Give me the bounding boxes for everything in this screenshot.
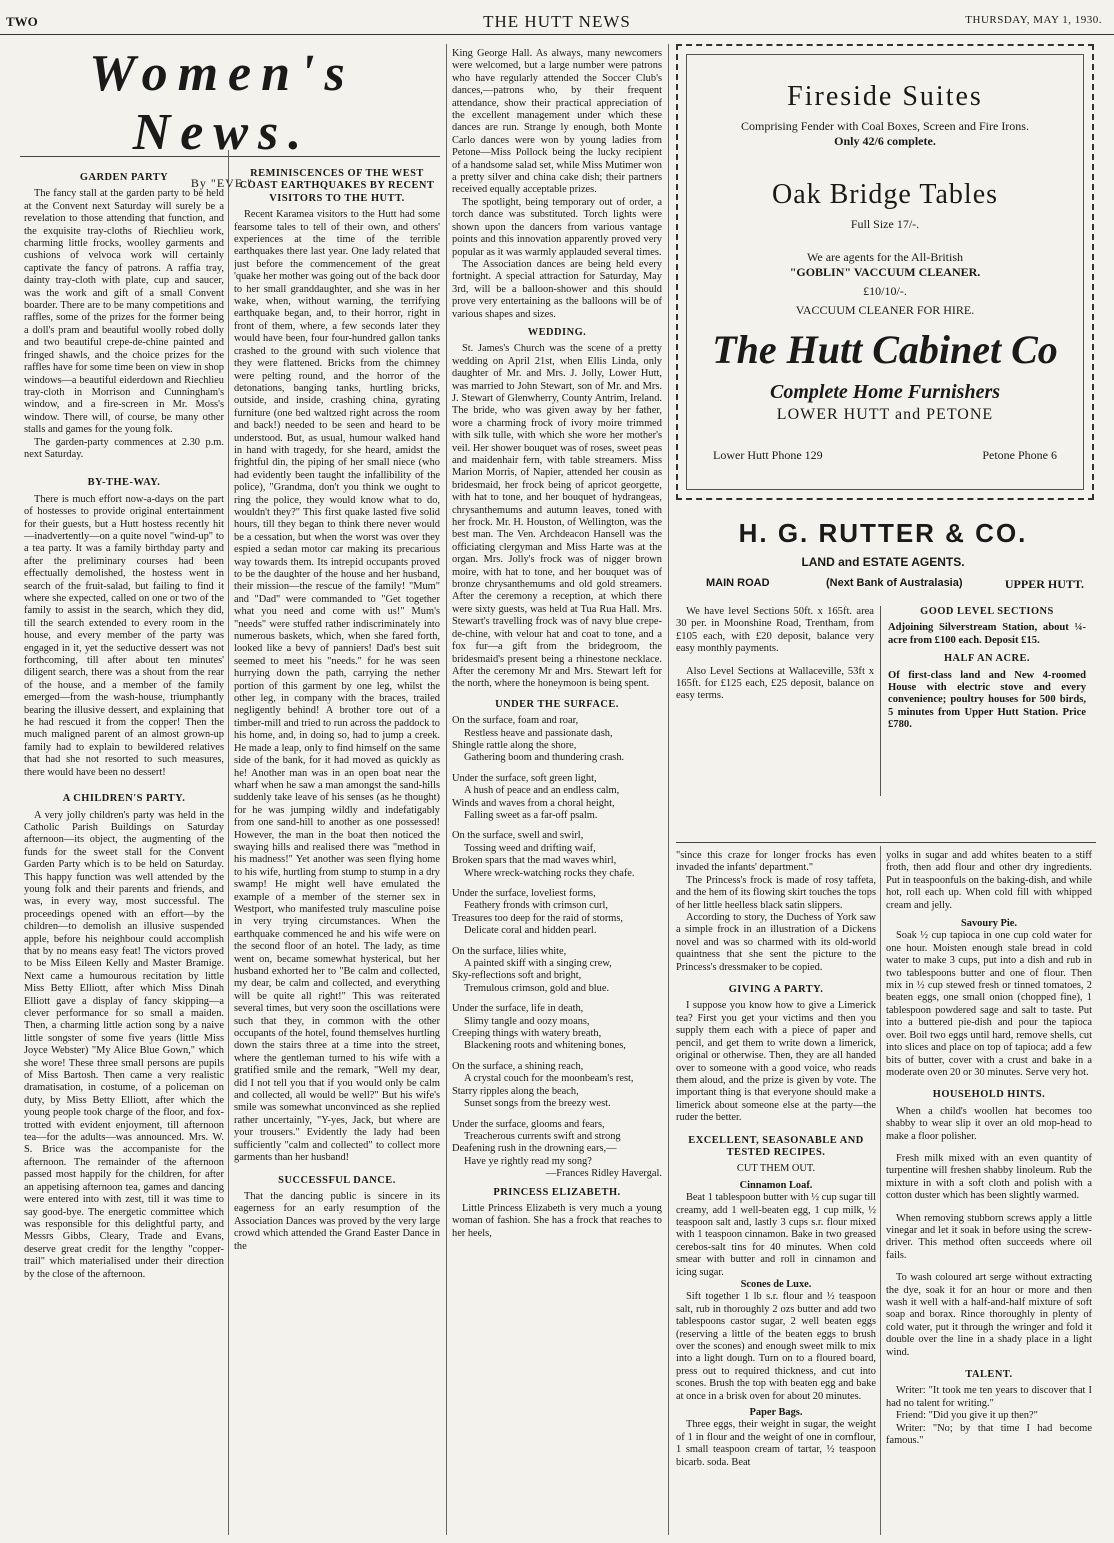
poem-line: Tossing weed and drifting waif,	[464, 842, 596, 854]
poem-line: Have ye rightly read my song?	[464, 1155, 592, 1167]
poem-line: Where wreck-watching rocks they chafe.	[464, 867, 635, 879]
poem-line: Restless heave and passionate dash,	[464, 727, 613, 739]
article-text: The fancy stall at the garden party to be held at the Convent next Saturday will surely be a revelation to those attending that function, and the exquisite tray-cloths of Riechlieu work, charming little frocks, woolley garments and cushions of velvoca work will certainly captivate the fancy of patrons. A raffia tray, dainty tray-cloth with plate, cup and saucer, was the work and gift of a small Convent boarder. There are to be many competitions and raffles, some of the prizes for the former being a doll's pram and beautiful woolly robed dolly and two beautiful crepe-de-chine painted and fringed shawls, and the choice prizes for the raffles have for some time been on view in shop windows—a beautiful eiderdown and Riechlieu tray-cloth in Morrison and Cunningham's window, and a fire-screen in Mr. Moss's window. There will, of course, be many other stalls and games for the young folk.	[24, 188, 224, 436]
ad-text: We are agents for the All-British	[807, 250, 963, 264]
poem-line: A hush of peace and an endless calm,	[464, 785, 620, 797]
article-heading: PRINCESS ELIZABETH.	[493, 1186, 621, 1198]
article-heading: WEDDING.	[527, 326, 587, 338]
ad-phone: Petone Phone 6	[982, 448, 1057, 462]
ad-address-town: UPPER HUTT.	[1004, 577, 1084, 591]
article-text: I suppose you know how to give a Limerick tea? First you get your victims and then you supply them each with a piece of paper and pencil, and get them to write down a limerick, original or otherwise. Then, they are all handed over to someone with a good voice, who reads them aloud, and the prize is given by vote. The important thing is that everyone should make a limerick about someone else at the party—the ruder the better.	[676, 1000, 876, 1124]
ad-price: Full Size 17/-.	[850, 217, 920, 231]
article-heading: A CHILDREN'S PARTY.	[62, 793, 186, 805]
ad-locations: LOWER HUTT and PETONE	[776, 406, 994, 423]
ad-text: "GOBLIN" VACCUUM CLEANER.	[789, 265, 981, 279]
article-text: The Association dances are being held every fortnight. A special attraction for Saturday, May 3rd, will be a balloon-shower and this should prove very entertaining as the balloons will be of various shapes and sizes.	[452, 258, 662, 320]
cabinet-advert	[676, 44, 1094, 500]
article-text: There is much effort now-a-days on the part of hostesses to provide original entertainment for their guests, but a Hutt hostess recently hit—inadvertently—on a quite novel "wind-up" to a tea party. It was a family birthday party and after the preliminary courses had been effectually demolished, the hostess went in search of the fruit-salad, but failing to find it where she expected, called on one or two of the family to assist in the search, which they did, till the search extended to every room in the house, and every member of the party was engaged in it, yet the seductive dessert was not forthcoming, till after about ten minutes' diligent search, there was a shout from the rear of the house, and a member of the family emerged—from the wash-house, triumphantly bearing the illusive dessert, and explaining that he had rescued it from the copper! Then the much maligned parent of an almost grown-up family had to explain to bewildered relatives that had she not resorted to such measures, there would have been no dessert!	[24, 493, 224, 778]
article-subheading: CUT THEM OUT.	[736, 1163, 816, 1175]
hint-text: Fresh milk mixed with an even quantity of turpentine will freshen shabby linoleum. Rub the mixture in with a soft cloth and polish with a cotton duster which has been slightly warmed.	[886, 1152, 1092, 1202]
column-rule	[228, 150, 229, 1535]
poem-line: Under the surface, loveliest forms,	[452, 888, 596, 899]
ad-text: Of first-class land and New 4-roomed House with electric stove and every convenience; poultry houses for 500 birds, 5 minutes from Upper Hutt Station. Price £780.	[888, 669, 1086, 731]
ad-headline: Fireside Suites	[787, 81, 983, 112]
newspaper-title: THE HUTT NEWS	[483, 12, 631, 31]
recipe-title: Cinnamon Loaf.	[739, 1179, 813, 1191]
column-6	[886, 850, 1092, 1538]
article-text: Recent Karamea visitors to the Hutt had some fearsome tales to tell of their own, and others' experiences at the time of the terrible earthquakes there last year. One lady related that just before the commencement of the great 'quake her mother was going out of the back door to her small granddaughter, and she was in her wake, when, without warning, the terrifying earthquake began, and, to their horror, right in front of them, where, a few seconds later they would have been, four four-hundred gallon tanks crashed to the ground with such violence that they were flattened. Bricks from the chimney were pelting round, and the horror of the detonations, banging tanks, hurtling bricks, outside, and inside, crashing china, gyrating furniture (one bed waltzed right across the room and back!) needed to be seen and heard to be understood. But, as usual, humour walked hand in hand with tragedy, for she heard, amidst the frightful din, the piping of her small niece (who had evidently been taught the infallibility of the police), "Grandma, don't you think we ought to ring the police, they would know what to do, wouldn't they?" This first quake lasted five solid hours, till they began to think there never would be a cessation, but when the worst was over they espied a sedan motor car making its precarious way towards them. Its intrepid occupants proved to be the daughter of the house and her husband, their mission—the rescue of the family! "Mum" and "Dad" were commanded to "Get together what you need and come with us!" Mum's "needs" were stuffed rather indiscriminately into numerous baskets, which, when she fared forth, looked like a bevy of panniers! Dad's best suit seemed to meet his "needs." for he was seen hurrying down the path, carrying the nether portion of this garment by one leg, whilst the other leg, in company with the braces, trailed negligently behind! A brother tore out of a timber-mill and tried to run across the paddock to his home, and, in doing so, had to jump a creek. He made a leap, only to find himself on the same side of the bank, for it had moved as quickly as he! Another man was in an open boat near the wharf when he saw a man amongst the sand-hills suddenly take leave of his senses (as he thought) for he was jumping wildly and indefatigably from one sand-hill to another as one possessed! However, the man in the boat then noticed the swaying hills and realised there was "method in his madness!" Yet another was seen flying home to his wife, hurtling from stump to stump in a dry swamp! He might well have emulated the example of a member of the sterner sex in Westport, who manifested truly masculine poise in very trying circumstances. When the earthquake commenced he and his wife were on the second floor of an hotel. The lady, as time went on, became somewhat hysterical, but her husband exhorted her to "Be calm and collected, my dear, be calm and collected, and everything will be quite all right!" This was reiterated several times, but very soon the oscillations were such that they, in common with the other occupants of the hotel, found themselves hurtling down the stairs three at a time into the street, where the gentleman turned to his wife with a gratified smile and the remark, "Well my dear, did I not tell you that if you would only be calm and collected, all would be well?" But his wife's smile was somewhat unconvinced as she replied rather uncertainly, "Y-yes, Jack, but where are your trousers." Evidently the lady had been sufficiently "calm and collected" to collect more garments than her husband!	[234, 209, 440, 1164]
hint-text: When a child's woollen hat becomes too shabby to wear slip it over an old mop-head to make a floor polisher.	[886, 1105, 1092, 1142]
ad-text: VACCUUM CLEANER FOR HIRE.	[795, 303, 975, 317]
recipe-text: Soak ½ cup tapioca in one cup cold water for one hour. Moisten enough stale bread in cold water to make 3 cups, put into a dish and rub in two tablespoons butter and one of flour. Then mix in ½ cup stewed fresh or tinned tomatoes, 2 beaten eggs, one small onion (chopped fine), 1 tablespoon powdered sage and salt to taste. Put into a buttered pie-dish and pour the tapioca over. Boil two eggs until hard, remove shells, cut into slices and place on top of tapioca; add a few bits of butter, cover with a crust and bake in a moderate oven 20 or 30 minutes. Serve very hot.	[886, 930, 1092, 1078]
poem-line: Sky-reflections soft and bright,	[452, 970, 582, 982]
ad-headline: Oak Bridge Tables	[771, 179, 999, 210]
running-header	[0, 8, 1114, 35]
article-text: Little Princess Elizabeth is very much a young woman of fashion. She has a frock that reaches to her heels,	[452, 1202, 662, 1239]
ad-price: £10/10/-.	[863, 284, 907, 298]
poem-author: —Frances Ridley Havergal.	[545, 1168, 662, 1180]
article-text: The spotlight, being temporary out of order, a torch dance was substituted. Torch lights were shown upon the dancers from various vantage points and this innovation apparently proved very popular as it was warmly applauded several times.	[452, 196, 662, 258]
ad-text: Comprising Fender with Coal Boxes, Screen and Fire Irons.	[741, 119, 1029, 133]
ad-column-right	[888, 606, 1086, 826]
column-rule	[880, 606, 881, 796]
page-number: TWO	[6, 14, 38, 29]
article-text: The Princess's frock is made of rosy taffeta, and the hem of its flowing skirt touches the tops of her little heelless black satin slippers.	[676, 874, 876, 911]
column-5	[676, 850, 876, 1538]
recipe-text: Sift together 1 lb s.r. flour and ½ teaspoon salt, rub in thoroughly 2 ozs butter and add two tablespoons castor sugar, 2 well beaten eggs (reserving a little of the beaten eggs to brush over the scones) and enough sweet milk to mix into a light dough. Turn on to a floured board, press out to required thickness, and cut into scones. Brush the top with beaten egg and bake at once in a brisk oven for about 20 minutes.	[676, 1291, 876, 1402]
section-divider	[20, 156, 440, 157]
column-rule	[880, 846, 881, 1535]
recipe-title: Scones de Luxe.	[740, 1279, 812, 1290]
rutter-advert	[676, 506, 1090, 836]
article-heading: BY-THE-WAY.	[87, 477, 161, 489]
poem-line: Feathery fronds with crimson curl,	[464, 900, 608, 912]
poem-line: Treasures too deep for the raid of storms,	[452, 912, 624, 924]
poem-line: On the surface, a shining reach,	[452, 1060, 584, 1072]
joke-text: Writer: "No; by that time I had become famous."	[886, 1422, 1092, 1447]
poem-line: Gathering boom and thundering crash.	[464, 752, 625, 764]
poem-line: Starry ripples along the beach,	[452, 1085, 579, 1097]
recipe-title: Savoury Pie.	[961, 918, 1017, 930]
poem-line: Tremulous crimson, gold and blue.	[464, 982, 610, 994]
ad-address-note: (Next Bank of Australasia)	[826, 577, 963, 589]
column-2	[234, 166, 440, 1538]
article-text: That the dancing public is sincere in its eagerness for an early resumption of the Association Dances was proved by the very large crowd which attended the Grand Easter Dance in the	[234, 1190, 440, 1252]
issue-date: THURSDAY, MAY 1, 1930.	[965, 14, 1102, 26]
ad-price: Only 42/6 complete.	[834, 134, 936, 148]
byline: By "EVE."	[190, 176, 254, 190]
poem-line: Slimy tangle and oozy moans,	[464, 1015, 590, 1027]
poem-line: Under the surface, life in death,	[452, 1003, 584, 1015]
poem-line: Broken spars that the mad waves whirl,	[452, 855, 617, 867]
ad-phone: Lower Hutt Phone 129	[713, 448, 823, 462]
poem-line: On the surface, lilies white,	[452, 945, 567, 957]
ad-text: Also Level Sections at Wallaceville, 53ft x 165ft. for £125 each, £25 deposit, balance on easy terms.	[676, 665, 874, 702]
poem-line: Under the surface, glooms and fears,	[452, 1118, 605, 1130]
ad-text: We have level Sections 50ft. x 165ft. area 30 per. in Moonshine Road, Trentham, from £105 each, with £20 deposit, balance very easy monthly payments.	[676, 606, 874, 655]
joke-text: Friend: "Did you give it up then?"	[896, 1410, 1038, 1422]
column-rule	[446, 44, 447, 1535]
recipe-text: Beat 1 tablespoon butter with ½ cup sugar till creamy, add 1 well-beaten egg, 1 cup milk, ½ teaspoon salt and, lastly 3 cups s.r. flour mixed with 1 teaspoon cinnamon. Bake in two greased cerebos-salt tins for 40 minutes. When cold smear with butter and roll in cinnamon and icing sugar.	[676, 1192, 876, 1278]
poem-line: A crystal couch for the moonbeam's rest,	[464, 1073, 634, 1085]
article-heading: REMINISCENCES OF THE WEST COAST EARTHQUAKES BY RECENT VISITORS TO THE HUTT.	[239, 168, 435, 204]
ad-heading: HALF AN ACRE.	[943, 653, 1031, 665]
ad-tagline: LAND and ESTATE AGENTS.	[801, 555, 965, 569]
joke-text: Writer: "It took me ten years to discover that I had no talent for writing."	[886, 1385, 1092, 1409]
poem-line: Under the surface, soft green light,	[452, 772, 597, 784]
poem-line: Shingle rattle along the shore,	[452, 739, 577, 751]
poem-line: A painted skiff with a singing crew,	[464, 958, 612, 970]
ad-brand: H. G. RUTTER & CO.	[738, 518, 1028, 548]
poem-line: Deafening rush in the drowning ears,—	[452, 1143, 617, 1155]
ad-address-street: MAIN ROAD	[706, 577, 770, 589]
article-heading: GIVING A PARTY.	[728, 984, 824, 996]
poem-line: On the surface, foam and roar,	[452, 715, 579, 727]
article-heading: HOUSEHOLD HINTS.	[932, 1089, 1046, 1101]
article-text: "since this craze for longer frocks has even invaded the infants' department."	[676, 850, 876, 874]
article-heading: SUCCESSFUL DANCE.	[278, 1174, 396, 1186]
article-heading: GARDEN PARTY	[79, 172, 169, 183]
poem-line: Blackening roots and whitening bones,	[464, 1040, 626, 1052]
poem-line: Winds and waves from a choral height,	[452, 797, 615, 809]
article-text: The garden-party commences at 2.30 p.m. next Saturday.	[24, 436, 224, 460]
ad-text: Adjoining Silverstream Station, about ¼-acre from £100 each. Deposit £15.	[888, 622, 1086, 646]
article-heading: TALENT.	[965, 1369, 1013, 1381]
ad-column-left	[676, 606, 874, 826]
recipe-text: yolks in sugar and add whites beaten to a stiff froth, then add flour and other dry ingredients. Put in teaspoonfuls on the baking-dish, and while hot, roll each up. When cold fill with whipped cream and jelly.	[886, 850, 1092, 911]
article-text: King George Hall. As always, many newcomers were welcomed, but a large number were patrons who have regularly attended the Soccer Club's dances,—patrons who, by their frequent attendance, show their practical appreciation of the excellent management under which these dances are run. Strange ly enough, both Monte Carlo dances were won by young ladies from Petone—Miss Pollock being the lucky recipient of a handsome salad set, while Miss Mutimer won a pretty silver and china cake dish; their partners received equally acceptable prizes.	[452, 48, 662, 196]
hint-text: To wash coloured art serge without extracting the dye, soak it for an hour or more and then wash it well with a half-and-half mixture of soft soap and borax. Rince thoroughly in plenty of cold water, put it through the wringer and fold it double over the line in a shady place in a light wind.	[886, 1272, 1092, 1358]
poem-line: Treacherous currents swift and strong	[464, 1130, 621, 1142]
column-3	[452, 48, 662, 1538]
poem-line: Sunset songs from the breezy west.	[464, 1098, 611, 1110]
poem-heading: UNDER THE SURFACE.	[495, 698, 619, 710]
column-rule	[668, 44, 669, 1535]
hint-text: When removing stubborn screws apply a little vinegar and let it soak in before using the screw-driver. This method often succeeds where oil fails.	[886, 1212, 1092, 1261]
poem-line: On the surface, swell and swirl,	[452, 830, 584, 842]
article-text: St. James's Church was the scene of a pretty wedding on April 21st, when Ellis Linda, only daughter of Mr. and Mrs. J. Jolly, Lower Hutt, was married to John Stewart, son of Mr. and Mrs. J. Stewart of Glenwherry, County Antrim, Ireland. The bride, who was given away by her father, wore a charming frock of ivory moire trimmed with silk tulle, with which she wore her mother's veil. Her shower bouquet was of roses, sweet peas and maidenhair fern, with table streamers. Miss Marion Morris, of Napier, attended her cousin as bridesmaid, her frock being of apricot georgette, with hat to tone, and her bouquet of hydrangeas, chrysanthemums and autumn leaves, toned with her frock. Mr. H. Houston, of Wellington, was the best man. The Ven. Archdeacon Hansell was the officiating clergyman and Miss Harte was at the organ. Mrs. Jolly's frock was of nigger brown moire, with hat to tone, and her bouquet was of bronze chrysanthemums and old gold streamers. After the ceremony a reception, at which there were sixty guests, was held at Tua Rua Hall. Mrs. Stewart's travelling frock was of navy blue crepe-de-chine, with velour hat and coat to tone, and a fox fur—a gift from the bridegroom, the bridesmaid's present being a rhinestone necklace. After the ceremony Mr and Mrs. Stewart left for the north, where the honeymoon is being spent.	[452, 343, 662, 690]
column-1	[24, 166, 224, 1538]
article-text: A very jolly children's party was held in the Catholic Parish Buildings on Saturday afternoon—its object, the augmenting of the funds for the sweet stall for the Convent Garden Party which is to be held on Saturday. This happy function was well attended by the young folk and their parents and friends, and was, in every way, most successful. The proceedings opened with an effort—by the children—to demolish an illusive suspended apple, before his neighbour could accomplish that by no means easy feat! The victors proved to be Miss Eileen Kelly and Master Bramige. Next came a humourous recitation by little Miss Betty Elliott, after which Miss Dinah Elliott gave a display of fancy skipping—a clever performance for so small a maiden. Then, a charming little action song by a naive little songster of some five years (little Miss Joyce Webster) "My Alice Blue Gown," which she wore! These three small persons are pupils of Miss Bartosh. Then came a very realistic dramatisation, in costume, of a policeman on duty, by Miss Betty Elliott, after which the young people took charge of the floor, and fox-trotted with evident enjoyment, till afternoon tea—for the adults—was announced. Mrs. W. S. Brice was the accompaniste for the afternoon. The remainder of the afternoon passed most happily for the children, for after an appetising afternoon tea, games and dancing were entered into with zest, till it was time to say good-bye. The energetic committee which was responsible for this delightful party, and Messrs Gibbs, Cleary, Trade and Evans, deserve great credit for the lengthy "copper-trail" which materialised under their direction by the close of the afternoon.	[24, 809, 224, 1280]
poem-line: Creeping things with watery breath,	[452, 1028, 602, 1040]
section-divider	[676, 842, 1096, 843]
ad-tagline: Complete Home Furnishers	[769, 381, 1001, 403]
ad-address	[676, 577, 1090, 595]
section-title: Women's News.	[89, 45, 355, 161]
poem	[452, 715, 662, 1168]
poem-line: Delicate coral and hidden pearl.	[464, 925, 597, 937]
ad-heading: GOOD LEVEL SECTIONS	[920, 606, 1054, 617]
ad-brand: The Hutt Cabinet Co	[712, 327, 1058, 372]
recipe-text: Three eggs, their weight in sugar, the weight of 1 in flour and the weight of one in cornflour, 1 small teaspoon cream of tartar, ½ teaspoon bicarb. soda. Beat	[676, 1419, 876, 1468]
poem-line: Falling sweet as a far-off psalm.	[464, 809, 598, 821]
recipe-title: Paper Bags.	[749, 1407, 803, 1419]
article-text: According to story, the Duchess of York saw a simple frock in an illustration of a Dickens novel and was so charmed with its old-world quaintness that she sent the picture to the Princess's dressmaker to be copied.	[676, 912, 876, 973]
article-heading: EXCELLENT, SEASONABLE AND TESTED RECIPES.	[688, 1134, 864, 1158]
